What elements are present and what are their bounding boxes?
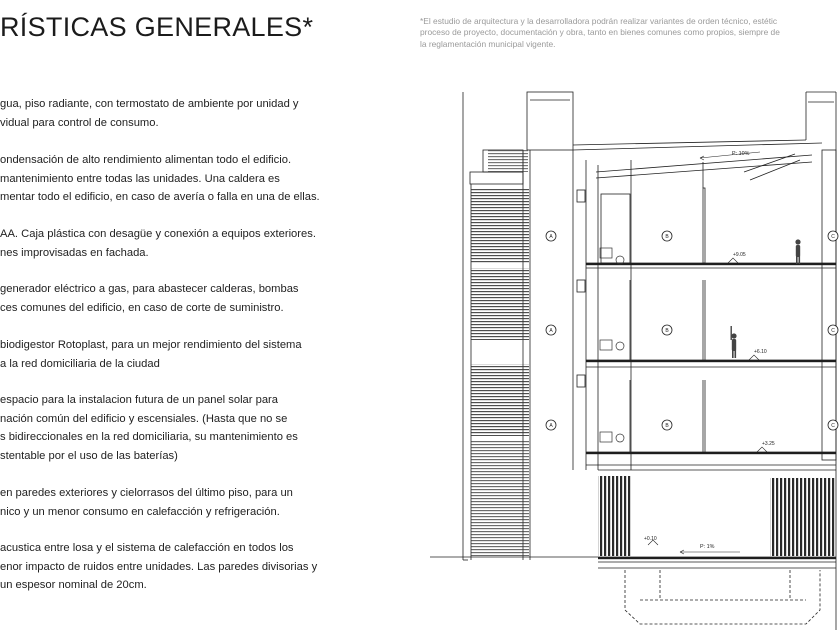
grid-marker-label: C [831, 234, 835, 240]
disclaimer-line: *El estudio de arquitectura y la desarrolladora podrán realizar variantes de orden técnico, estétic [420, 16, 778, 26]
feature-line: mantenimiento entre todas las unidades. Una caldera es [0, 172, 280, 185]
feature-line: acustica entre losa y el sistema de calefacción en todos los [0, 542, 294, 554]
equipment-symbols [600, 248, 624, 442]
feature-item-acoustic [0, 539, 317, 595]
feature-line: mentar todo el edificio, en caso de avería o falla en una de ellas. [0, 191, 320, 204]
level-label: +3.25 [762, 441, 775, 447]
feature-line: biodigestor Rotoplast, para un mejor rendimiento del sistema [0, 339, 302, 351]
left-facade-slats [471, 150, 529, 556]
feature-item-boilers [0, 151, 320, 207]
grid-marker-label: B [665, 423, 669, 429]
feature-line: gua, piso radiante, con termostato de ambiente por unidad y [0, 98, 299, 110]
feature-line: enor impacto de ruidos entre unidades. Las paredes divisorias y [0, 560, 318, 573]
feature-line: generador eléctrico a gas, para abastecer calderas, bombas [0, 283, 299, 295]
feature-line: espacio para la instalacion futura de un panel solar para [0, 394, 279, 406]
grid-marker-label: B [665, 234, 669, 240]
feature-line: ondensación de alto rendimiento alimentan todo el edificio. [0, 154, 292, 166]
feature-line: un espesor nominal de 20cm. [0, 579, 147, 592]
feature-line: nes improvisadas en fachada. [0, 246, 149, 259]
feature-line: en paredes exteriores y cielorrasos del último piso, para un [0, 487, 293, 499]
level-label: +6.10 [754, 349, 767, 355]
feature-line: nación común del edificio y escensiales. (Hasta que no se [0, 412, 288, 425]
feature-item-biodigester [0, 336, 302, 373]
feature-line: ces comunes del edificio, en caso de corte de suministro. [0, 301, 284, 314]
disclaimer-line: proceso de proyecto, documentación y obra, tanto en bienes comunes como propios, siempre de [420, 27, 780, 38]
feature-line: a la red domiciliaria de la ciudad [0, 357, 160, 370]
feature-item-ac-box [0, 225, 316, 262]
grid-marker-label: C [831, 423, 835, 429]
grid-marker-label: A [549, 423, 553, 429]
roof-slope-label: P: 10% [732, 151, 750, 157]
feature-line: nico y un menor consumo en calefacción y refrigeración. [0, 505, 280, 518]
ground-floor-slat-doors [598, 476, 836, 556]
feature-item-heating [0, 95, 299, 132]
level-label: +0.10 [644, 536, 657, 542]
feature-item-generator [0, 280, 299, 317]
grid-marker-label: A [549, 234, 553, 240]
feature-line: stentable por el uso de las baterías) [0, 449, 178, 462]
feature-item-insulation [0, 484, 293, 521]
grid-marker-label: C [831, 328, 835, 334]
disclaimer-line: la reglamentación municipal vigente. [420, 38, 556, 49]
grid-marker-label: A [549, 328, 553, 334]
level-label: +9.05 [733, 252, 746, 258]
ramp-slope-label: P: 1% [700, 544, 715, 550]
building-section-drawing [420, 86, 840, 630]
feature-line: s bidireccionales en la red domiciliaria, su mantenimiento es [0, 431, 298, 444]
feature-line: vidual para control de consumo. [0, 116, 159, 129]
grid-markers [546, 231, 838, 430]
page-title: RÍSTICAS GENERALES* [0, 12, 314, 42]
feature-item-solar [0, 391, 298, 465]
disclaimer-note [420, 16, 840, 50]
grid-marker-label: B [665, 328, 669, 334]
feature-line: AA. Caja plástica con desagüe y conexión a equipos exteriores. [0, 228, 316, 240]
